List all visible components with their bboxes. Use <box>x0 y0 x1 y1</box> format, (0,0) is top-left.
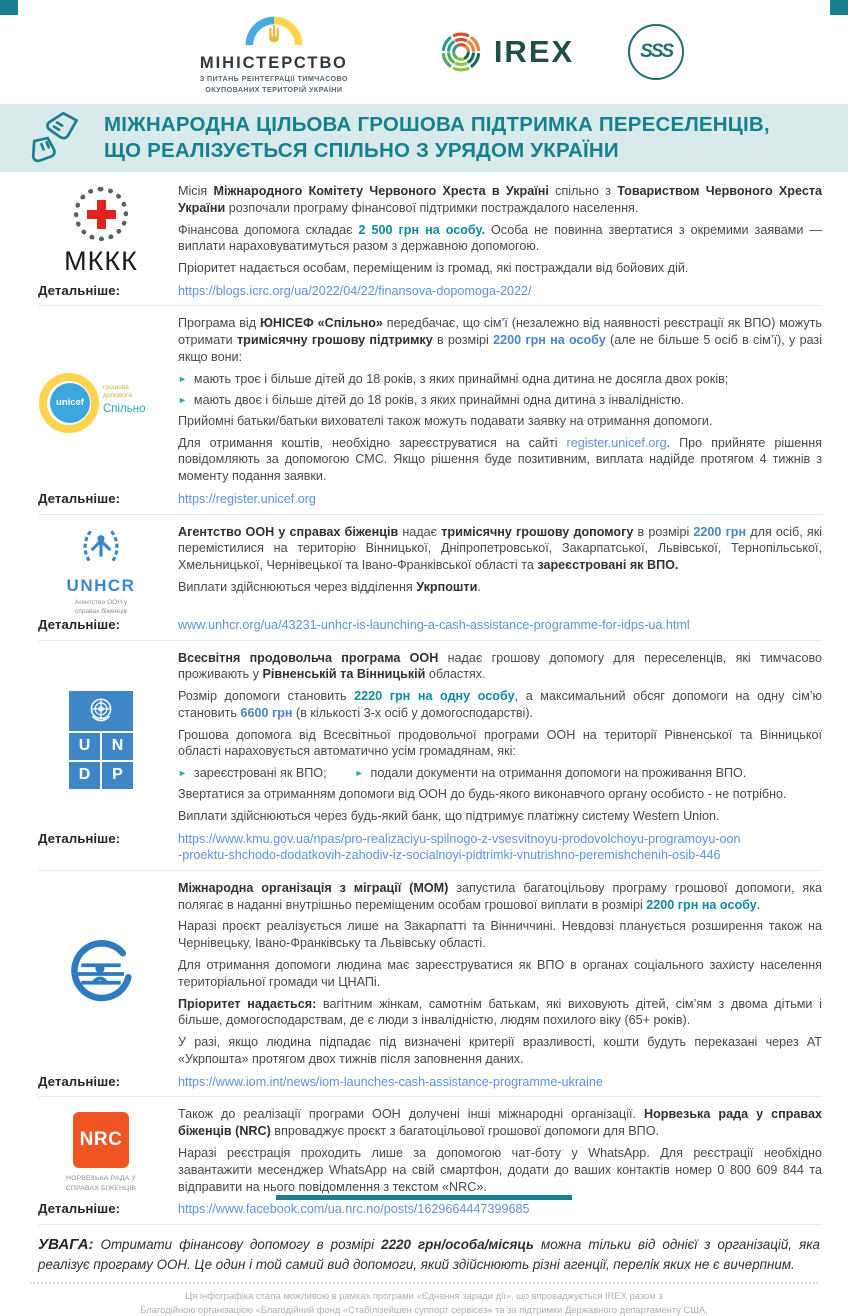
sss-logo <box>628 24 684 80</box>
text-segment: УВАГА: <box>38 1235 94 1253</box>
details-link-unhcr[interactable]: www.unhcr.org/ua/43231-unhcr-is-launching-a-cash-assistance-programme-for-idps-ua.html <box>178 618 690 632</box>
text-segment: Наразі проєкт реалізується лише на Закарпатті та Вінниччині. Невдовзі планується розширення також на Чернівецьку, Івано-Франківську та Львівську області. <box>178 919 822 951</box>
text-segment: Пріоритет надається: <box>178 996 317 1011</box>
unhcr-emblem-icon <box>78 524 124 570</box>
page-title-line1: МІЖНАРОДНА ЦІЛЬОВА ГРОШОВА ПІДТРИМКА ПЕРЕСЕЛЕНЦІВ, <box>104 112 770 136</box>
paragraph <box>178 1106 822 1140</box>
header <box>0 0 848 104</box>
section-wfp <box>38 641 822 871</box>
text-segment: register.unicef.org <box>566 435 667 450</box>
details-link-unicef[interactable]: https://register.unicef.org <box>178 492 316 507</box>
paragraph <box>178 183 822 217</box>
paragraph <box>178 650 822 684</box>
unhcr-label: UNHCR <box>66 575 136 595</box>
details-link-iom[interactable]: https://www.iom.int/news/iom-launches-cash-assistance-programme-ukraine <box>178 1074 603 1089</box>
bullet-arrow-icon: ► <box>178 394 187 405</box>
bullet-item <box>178 371 822 388</box>
notice <box>0 1225 848 1279</box>
paragraph <box>178 1145 822 1195</box>
text-segment: надає грошову допомогу для переселенців, які тимчасово проживають у <box>178 650 823 682</box>
iom-logo <box>66 939 136 1014</box>
corner-accent-left <box>0 0 18 15</box>
bullet-arrow-icon: ► <box>354 768 364 779</box>
text-segment: . <box>756 897 761 912</box>
paragraph <box>178 808 822 825</box>
text-segment: подали документи на отримання допомоги на проживання ВПО. <box>370 766 747 781</box>
irex-name: IREX <box>493 34 575 69</box>
text-segment: Для отримання коштів, необхідно зареєструватися на сайті <box>178 435 567 450</box>
paragraph <box>178 260 822 277</box>
paragraph <box>178 688 822 722</box>
paragraph <box>178 957 822 991</box>
text-segment: спільно з <box>548 184 618 198</box>
section-nrc <box>38 1097 822 1224</box>
paragraph <box>178 222 822 256</box>
section-unhcr <box>38 515 822 641</box>
text-segment: (але не більше 5 осіб в сім’ї), у разі якщо вони: <box>178 333 823 365</box>
nrc-caption: НОРВЕЗЬКА РАДА У СПРАВАХ БІЖЕНЦІВ <box>65 1175 137 1193</box>
paragraph <box>178 435 822 485</box>
text-segment: 2200 грн на особу <box>646 897 757 912</box>
text-segment: , а максимальний обсяг допомоги на одну сім’ю становить <box>178 689 822 720</box>
text-segment: впроваджує проєкт з багатоцільової грошової допомоги для ВПО. <box>270 1124 660 1139</box>
paragraph <box>178 996 822 1030</box>
ministry-subtitle-2: ОКУПОВАНИХ ТЕРИТОРІЙ УКРАЇНИ <box>205 85 343 94</box>
text-segment: 2 500 грн на особу. <box>358 222 485 237</box>
text-segment: 2200 грн на особу <box>493 333 606 348</box>
un-emblem-icon <box>69 691 133 731</box>
sections <box>0 172 848 1225</box>
text-segment: надає <box>398 524 442 539</box>
icrc-logo <box>64 187 138 277</box>
nrc-logo <box>66 1112 136 1194</box>
unicef-wordmark: unicef <box>50 383 90 423</box>
details-label: Детальніше: <box>38 1201 121 1217</box>
details-link-icrc[interactable]: https://blogs.icrc.org/ua/2022/04/22/finansova-dopomoga-2022/ <box>178 283 532 298</box>
irex-knot-icon <box>438 29 484 75</box>
text-segment: Грошова допомога від Всесвітньої продовольчої програми ООН на території Рівненської та Вінницької області нараховується автоматично усім громадянам, які: <box>178 727 822 759</box>
section-iom <box>38 871 822 1097</box>
undp-letter: D <box>69 762 100 789</box>
text-segment: ЮНІСЕФ «Спільно» <box>259 316 383 331</box>
text-segment: можна тільки від однієї з організацій, яка реалізує програму ООН. Це один і той самий вид допомоги, який здійснюють різні агенції, перелік яких не є вичерпним. <box>38 1236 820 1273</box>
details-row <box>38 491 822 508</box>
details-label: Детальніше: <box>38 1073 121 1089</box>
text-segment: Наразі реєстрація проходить лише за допомогою чат-боту у WhatsApp. Для реєстрації необхідно завантажити месенджер WhatsApp на свій смартфон, додати до ваших контактів номер 0 800 609 844 та відправити на нього повідомлення з текстом «NRC». <box>178 1145 822 1194</box>
text-segment: . <box>477 579 481 594</box>
details-link-nrc[interactable]: https://www.facebook.com/ua.nrc.no/posts/1629664447399685 <box>178 1202 530 1217</box>
text-segment: Пріоритет надається особам, переміщеним із громад, які постраждали від бойових дій. <box>178 261 689 276</box>
red-cross-icon <box>74 187 128 241</box>
ministry-name: МІНІСТЕРСТВО <box>199 53 348 72</box>
text-segment: вагітним жінкам, самотнім батькам, які виховують дітей, сім’ям з двома дітьми і більше, домогосподарствам, де є люди з інвалідністю, людям похилого віку (65+ років). <box>178 996 822 1028</box>
details-row <box>38 617 822 634</box>
text-segment: Міжнародного Комітету Червоного Хреста в Україні <box>213 184 549 198</box>
text-segment: тримісячну грошову підтримку <box>236 333 433 348</box>
details-label: Детальніше: <box>38 282 121 298</box>
paragraph <box>178 413 822 430</box>
text-segment: тримісячну грошову допомогу <box>441 524 634 539</box>
sss-label: SSS <box>640 41 673 62</box>
text-segment: Місія <box>178 184 214 198</box>
page-title-line2: ЩО РЕАЛІЗУЄТЬСЯ СПІЛЬНО З УРЯДОМ УКРАЇНИ <box>104 139 619 162</box>
text-segment: У разі, якщо людина підпадає під визначені критерії вразливості, кошти будуть переказані через АТ «Укрпошта» протягом двох тижнів після заповнення даних. <box>178 1035 822 1067</box>
text-segment: запустила багатоцільову програму грошової допомоги, яка полягає в наданні внутрішньо переміщеним особам грошової виплати в розмірі <box>178 880 822 912</box>
text-segment: 2200 грн <box>693 524 747 539</box>
nrc-square-icon: NRC <box>73 1112 129 1168</box>
ministry-logo <box>164 9 384 95</box>
text-segment: зареєстровані як ВПО. <box>537 558 679 573</box>
unhcr-logo <box>67 524 136 616</box>
text-segment: 6600 грн <box>240 705 293 720</box>
paragraph <box>178 918 822 952</box>
text-segment: в розмірі <box>633 524 694 539</box>
text-segment: Особа не повинна звертатися з окремими заявами — виплати нараховуватимуться разом з державною допомогою. <box>178 222 822 254</box>
text-segment: Агентство ООН у справах біженців <box>178 524 399 539</box>
bullet-arrow-icon: ► <box>178 768 187 779</box>
text-segment: Також до реалізації програми ООН долучені інші міжнародні організації. <box>178 1107 644 1122</box>
details-row <box>38 1201 822 1218</box>
text-segment: Виплати здійснюються через відділення <box>178 579 417 594</box>
bullet-arrow-icon: ► <box>178 373 187 384</box>
paragraph <box>178 315 822 365</box>
text-segment: Програма від <box>178 316 260 331</box>
undp-letter: N <box>102 733 133 760</box>
text-segment: для осіб, які перемістилися на територію Вінницької, Дніпропетровської, Закарпатської, Львівської, Тернопільської, Хмельницької, Чернівецької та Івано-Франківської області та <box>178 524 823 573</box>
details-row <box>38 1074 822 1091</box>
details-row <box>38 283 822 300</box>
text-segment: . Про прийняте рішення повідомляють за допомогою СМС. Якщо рішення буде позитивним, виплата надійде протягом 4 тижнів з моменту подання заявки. <box>178 435 822 484</box>
section-unicef <box>38 306 822 514</box>
section-icrc <box>38 174 822 306</box>
hands-icon <box>26 109 88 167</box>
text-segment: (в кількості 3-х осіб у домогосподарстві). <box>292 705 534 720</box>
text-segment: Розмір допомоги становить <box>178 689 355 704</box>
text-segment: Прийомні батьки/батьки вихователі також можуть подавати заявку на отримання допомоги. <box>178 413 713 428</box>
unicef-spilno-logo <box>39 370 163 436</box>
icrc-label: МККК <box>64 246 138 277</box>
text-segment: Отримати фінансову допомогу в розмірі <box>93 1236 382 1252</box>
credits <box>30 1282 818 1316</box>
title-banner <box>0 104 848 172</box>
text-segment: Виплати здійснюються через будь-який банк, що підтримує платіжну систему Western Union. <box>178 809 720 824</box>
text-segment: Всесвітня продовольча програма ООН <box>178 650 439 665</box>
credits-line2: Благодійною організацією «Благодійний фонд «Стабілізейшен суппорт сервісез» та за підтримки Державного департаменту США. <box>140 1303 708 1315</box>
text-segment: передбачає, що сім’ї (незалежно від наявності реєстрації як ВПО) можуть отримати <box>178 316 822 348</box>
text-segment: зареєстровані як ВПО; <box>193 766 327 781</box>
text-segment: Фінансова допомога складає <box>178 222 359 237</box>
paragraph <box>178 579 822 596</box>
irex-logo <box>438 29 574 75</box>
details-label: Детальніше: <box>38 830 121 846</box>
text-segment: Рівненській та Вінницькій <box>262 667 426 682</box>
bullet-item <box>178 765 327 782</box>
paragraph <box>178 880 822 914</box>
text-segment: Звертатися за отриманням допомоги від ООН до будь-якого виконавчого органу особисто - не потрібно. <box>178 787 787 802</box>
ministry-subtitle-1: З ПИТАНЬ РЕІНТЕГРАЦІЇ ТИМЧАСОВО <box>199 73 348 83</box>
paragraph <box>178 727 822 761</box>
paragraph <box>178 786 822 803</box>
text-segment: Норвезька рада у справах біженців (NRC) <box>178 1107 822 1139</box>
text-segment: мають двоє і більше дітей до 18 років, з яких принаймні одна дитина з інвалідністю. <box>193 392 685 407</box>
iom-globe-icon <box>66 939 136 1009</box>
paragraph <box>178 1034 822 1068</box>
details-link-wfp[interactable]: https://www.kmu.gov.ua/npas/pro-realizaciyu-spilnogo-z-vsesvitnoyu-prodovolchoyu-programoyu-oon -proektu-shchodo-dodatkovih-zahodiv-iz-socialnoyi-pidtrimki-vnutrishno-peremishchenih-osib-446 <box>178 831 741 863</box>
text-segment: Укрпошти <box>416 579 478 594</box>
page-title <box>104 112 770 164</box>
credits-line1: Ця інфографіка стала можливою в рамках програми «Єднання заради дії», що впроваджується IREX разом з <box>185 1290 663 1302</box>
undp-letter: U <box>69 733 100 760</box>
text-segment: 2220 грн на одну особу <box>354 689 515 704</box>
text-segment: в розмірі <box>432 333 494 348</box>
text-segment: мають троє і більше дітей до 18 років, з яких принаймні одна дитина не досягла двох років; <box>193 371 729 386</box>
unicef-program-label: Спільно <box>103 402 146 415</box>
bottom-accent-strip <box>276 1195 572 1200</box>
unicef-caption: грошова допомога <box>103 383 132 400</box>
text-segment: 2220 грн/особа/місяць <box>381 1236 534 1252</box>
text-segment: Для отримання допомоги людина має зареєструватися як ВПО в органах соціального захисту населення територіальної громади чи ЦНАПі. <box>178 958 822 989</box>
unhcr-caption: Агентство ООН у справах біженців <box>74 598 128 615</box>
corner-accent-right <box>830 0 848 15</box>
undp-letter: P <box>102 762 133 789</box>
bullet-row <box>178 765 822 782</box>
details-row <box>38 831 822 864</box>
text-segment: областях. <box>425 667 486 682</box>
ministry-arch-trident-icon <box>238 9 310 47</box>
details-label: Детальніше: <box>38 617 121 632</box>
text-segment: розпочали програму фінансової підтримки постраждалого населення. <box>225 200 639 215</box>
text-segment: Товариством Червоного Хреста України <box>178 184 823 215</box>
bullet-item <box>178 392 822 409</box>
un-agency-logo <box>69 691 133 789</box>
paragraph <box>178 524 822 574</box>
bullet-item <box>355 765 747 782</box>
notice-text <box>38 1237 820 1272</box>
details-label: Детальніше: <box>38 491 121 507</box>
text-segment: Міжнародна організація з міграції (МОМ) <box>178 880 449 895</box>
